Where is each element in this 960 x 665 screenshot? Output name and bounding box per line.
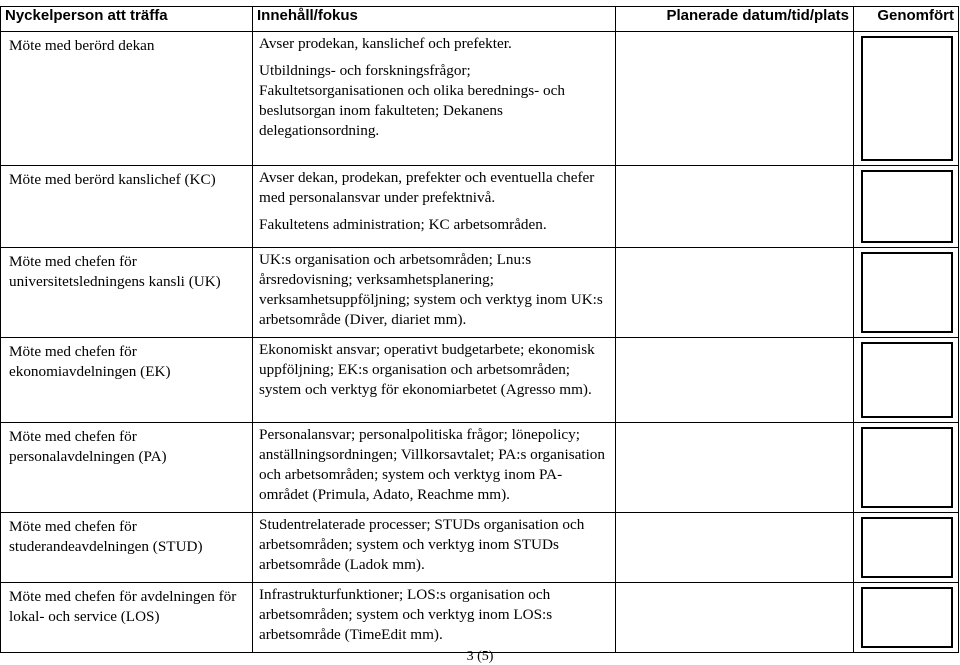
contact-cell: Möte med chefen för avdelningen för lokal- och service (LOS) [1, 583, 253, 653]
date-cell[interactable] [616, 32, 854, 166]
table-row [1, 32, 959, 166]
content-text: Ekonomiskt ansvar; operativt budgetarbete; ekonomisk uppföljning; EK:s organisation och arbetsområden; system och verktyg för ekonomiarbetet (Agresso mm). [259, 341, 595, 398]
content-cell [253, 32, 616, 166]
contact-cell: Möte med chefen för ekonomiavdelningen (EK) [1, 338, 253, 423]
content-cell [253, 338, 616, 423]
done-cell [854, 166, 959, 248]
content-cell [253, 583, 616, 653]
table-row [1, 423, 959, 513]
done-checkbox[interactable] [861, 427, 953, 508]
done-cell [854, 248, 959, 338]
done-checkbox[interactable] [861, 252, 953, 333]
content-text: Infrastrukturfunktioner; LOS:s organisation och arbetsområden; system och verktyg inom LOS:s arbetsområde (TimeEdit mm). [259, 586, 553, 643]
date-cell[interactable] [616, 166, 854, 248]
content-cell [253, 166, 616, 248]
content-text: Studentrelaterade processer; STUDs organisation och arbetsområden; system och verktyg inom STUDs arbetsområde (Ladok mm). [259, 516, 585, 573]
done-cell [854, 423, 959, 513]
date-cell[interactable] [616, 248, 854, 338]
content-text: Personalansvar; personalpolitiska frågor; lönepolicy; anställningsordningen; Villkorsavtalet; PA:s organisation och arbetsområden; system och verktyg inom PA-området (Primula, Adato, Reachme mm). [259, 426, 605, 503]
content-text: Utbildnings- och forskningsfrågor; Fakultetsorganisationen och olika berednings- och beslutsorgan inom fakulteten; Dekanens delegationsordning. [259, 62, 565, 139]
contact-cell: Möte med chefen för studerandeavdelningen (STUD) [1, 513, 253, 583]
done-checkbox[interactable] [861, 342, 953, 418]
table-row [1, 248, 959, 338]
content-text: Avser prodekan, kanslichef och prefekter. [259, 35, 512, 52]
done-cell [854, 513, 959, 583]
date-cell[interactable] [616, 338, 854, 423]
content-text: Fakultetens administration; KC arbetsområden. [259, 216, 547, 233]
table-header-row [1, 7, 959, 32]
contact-cell: Möte med chefen för personalavdelningen (PA) [1, 423, 253, 513]
table-row [1, 583, 959, 653]
contact-cell: Möte med chefen för universitetsledningens kansli (UK) [1, 248, 253, 338]
contact-cell: Möte med berörd kanslichef (KC) [1, 166, 253, 248]
done-checkbox[interactable] [861, 517, 953, 578]
done-cell [854, 583, 959, 653]
header-done: Genomfört [854, 7, 959, 32]
done-checkbox[interactable] [861, 36, 953, 161]
content-cell [253, 248, 616, 338]
date-cell[interactable] [616, 583, 854, 653]
table-row [1, 513, 959, 583]
done-checkbox[interactable] [861, 587, 953, 648]
content-cell [253, 513, 616, 583]
done-cell [854, 338, 959, 423]
content-text: UK:s organisation och arbetsområden; Lnu:s årsredovisning; verksamhetsplanering; verksamhetsuppföljning; system och verktyg inom UK:s arbetsområde (Diver, diariet mm). [259, 251, 603, 328]
content-cell [253, 423, 616, 513]
header-contact: Nyckelperson att träffa [1, 7, 253, 32]
meeting-plan-table [0, 6, 959, 653]
header-date: Planerade datum/tid/plats [616, 7, 854, 32]
header-content: Innehåll/fokus [253, 7, 616, 32]
content-text: Avser dekan, prodekan, prefekter och eventuella chefer med personalansvar under prefektnivå. [259, 169, 595, 206]
done-checkbox[interactable] [861, 170, 953, 243]
page-number: 3 (5) [466, 649, 494, 664]
table-row [1, 166, 959, 248]
done-cell [854, 32, 959, 166]
date-cell[interactable] [616, 513, 854, 583]
contact-cell: Möte med berörd dekan [1, 32, 253, 166]
table-row [1, 338, 959, 423]
date-cell[interactable] [616, 423, 854, 513]
